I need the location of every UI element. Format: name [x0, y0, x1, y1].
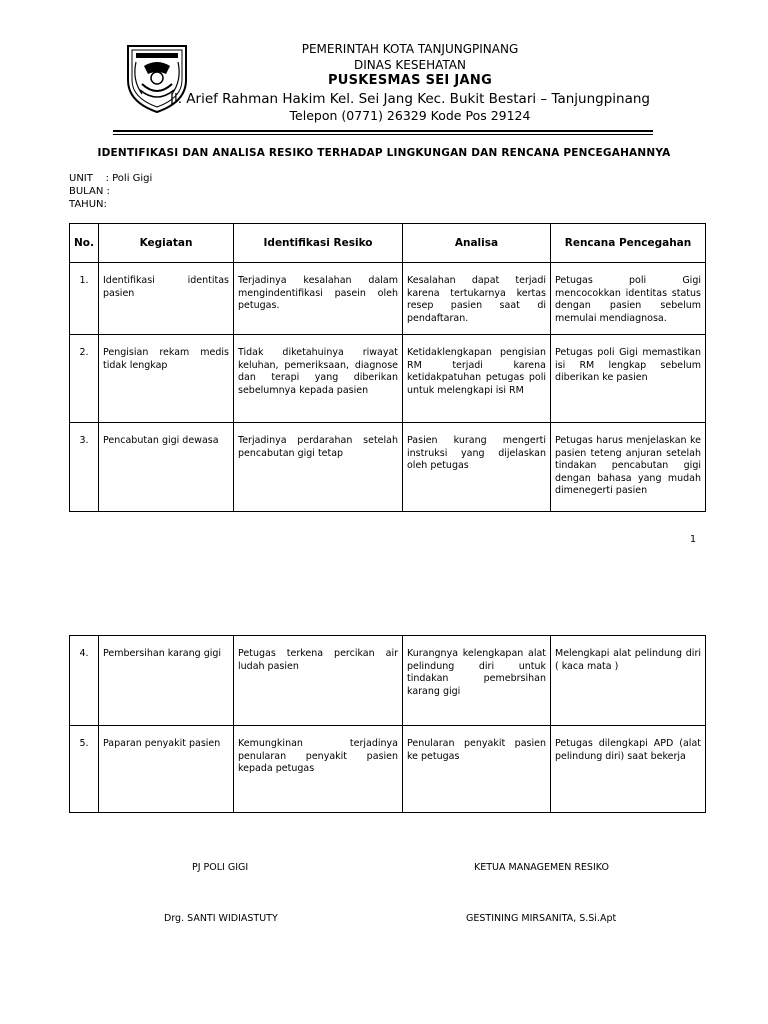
row-number: 1.: [70, 263, 99, 335]
cell-analisa: Penularan penyakit pasien ke petugas: [403, 726, 551, 813]
risk-table-page-1: [69, 223, 706, 512]
cell-kegiatan: Pembersihan karang gigi: [99, 636, 234, 726]
header-government: PEMERINTAH KOTA TANJUNGPINANG: [301, 42, 519, 56]
header-phone: Telepon (0771) 26329 Kode Pos 29124: [289, 108, 531, 123]
cell-identifikasi: Terjadinya kesalahan dalam mengindentifikasi pasein oleh petugas.: [234, 263, 403, 335]
signature-left-role: PJ POLI GIGI: [192, 862, 249, 873]
table-row: [70, 263, 706, 335]
row-number: 5.: [70, 726, 99, 813]
cell-analisa: Pasien kurang mengerti instruksi yang dijelaskan oleh petugas: [403, 423, 551, 512]
signature-left-name: Drg. SANTI WIDIASTUTY: [164, 913, 278, 924]
table-row: [70, 335, 706, 423]
cell-kegiatan: Pencabutan gigi dewasa: [99, 423, 234, 512]
header-institution: PUSKESMAS SEI JANG: [327, 73, 493, 88]
column-header-identifikasi: Identifikasi Resiko: [234, 224, 403, 263]
cell-kegiatan: Identifikasi identitas pasien: [99, 263, 234, 335]
cell-analisa: Ketidaklengkapan pengisian RM terjadi karena ketidakpatuhan petugas poli untuk melengkapi isi RM: [403, 335, 551, 423]
header-divider: [113, 130, 653, 132]
cell-rencana: Petugas dilengkapi APD (alat pelindung diri) saat bekerja: [551, 726, 706, 813]
header-department: DINAS KESEHATAN: [354, 58, 466, 72]
cell-rencana: Petugas poli Gigi memastikan isi RM lengkap sebelum diberikan ke pasien: [551, 335, 706, 423]
cell-kegiatan: Paparan penyakit pasien: [99, 726, 234, 813]
cell-identifikasi: Tidak diketahuinya riwayat keluhan, pemeriksaan, diagnose dan terapi yang diberikan sebelumnya kepada pasien: [234, 335, 403, 423]
column-header-analisa: Analisa: [403, 224, 551, 263]
cell-kegiatan: Pengisian rekam medis tidak lengkap: [99, 335, 234, 423]
page-number: 1: [690, 534, 697, 545]
cell-identifikasi: Petugas terkena percikan air ludah pasien: [234, 636, 403, 726]
meta-unit: UNIT : Poli Gigi: [69, 173, 153, 184]
table-row: [70, 726, 706, 813]
risk-table-page-2: [69, 635, 706, 813]
cell-rencana: Petugas harus menjelaskan ke pasien teteng anjuran setelah tindakan pencabutan gigi dengan bahasa yang mudah dimenegerti pasien: [551, 423, 706, 512]
table-row: [70, 636, 706, 726]
row-number: 2.: [70, 335, 99, 423]
meta-bulan: BULAN :: [69, 186, 110, 197]
column-header-no: No.: [70, 224, 99, 263]
meta-tahun: TAHUN:: [69, 199, 107, 210]
header-divider-thin: [113, 134, 653, 135]
cell-rencana: Petugas poli Gigi mencocokkan identitas status dengan pasien sebelum memulai mendiagnosa.: [551, 263, 706, 335]
signature-right-role: KETUA MANAGEMEN RESIKO: [474, 862, 609, 873]
cell-rencana: Melengkapi alat pelindung diri ( kaca mata ): [551, 636, 706, 726]
cell-analisa: Kurangnya kelengkapan alat pelindung diri untuk tindakan pemebrsihan karang gigi: [403, 636, 551, 726]
table-row: [70, 423, 706, 512]
column-header-kegiatan: Kegiatan: [99, 224, 234, 263]
header-address: Jl. Arief Rahman Hakim Kel. Sei Jang Kec. Bukit Bestari – Tanjungpinang: [169, 91, 651, 107]
row-number: 3.: [70, 423, 99, 512]
document-title: IDENTIFIKASI DAN ANALISA RESIKO TERHADAP LINGKUNGAN DAN RENCANA PENCEGAHANNYA: [97, 147, 671, 159]
signature-right-name: GESTINING MIRSANITA, S.Si.Apt: [466, 913, 617, 924]
cell-analisa: Kesalahan dapat terjadi karena tertukarnya kertas resep pasien saat di pendaftaran.: [403, 263, 551, 335]
row-number: 4.: [70, 636, 99, 726]
column-header-rencana: Rencana Pencegahan: [551, 224, 706, 263]
cell-identifikasi: Kemungkinan terjadinya penularan penyakit pasien kepada petugas: [234, 726, 403, 813]
cell-identifikasi: Terjadinya perdarahan setelah pencabutan gigi tetap: [234, 423, 403, 512]
